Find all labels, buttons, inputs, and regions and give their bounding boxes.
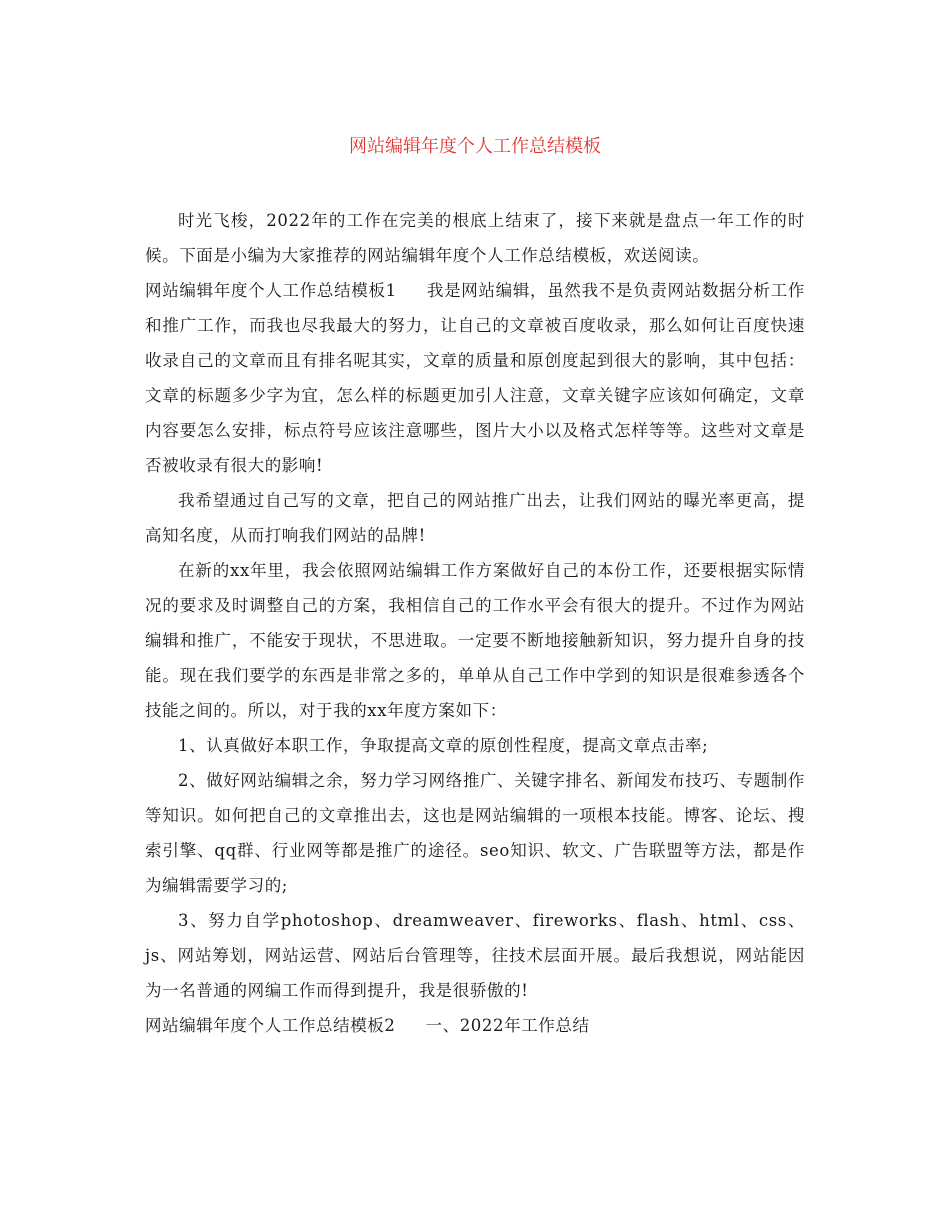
- document-title: 网站编辑年度个人工作总结模板: [349, 136, 601, 157]
- section-2-paragraph: [145, 1008, 805, 1043]
- section-2-subheading: 一、2022年工作总结: [425, 1016, 590, 1035]
- plan-list-item-2: 2、做好网站编辑之余，努力学习网络推广、关键字排名、新闻发布技巧、专题制作等知识。如何把自己的文章推出去，这也是网站编辑的一项根本技能。博客、论坛、搜索引擎、qq群、行业网等都是推广的途径。seo知识、软文、广告联盟等方法，都是作为编辑需要学习的;: [145, 771, 805, 895]
- document-body: [145, 203, 805, 1043]
- section-1-third-paragraph: 在新的xx年里，我会依照网站编辑工作方案做好自己的本份工作，还要根据实际情况的要求及时调整自己的方案，我相信自己的工作水平会有很大的提升。不过作为网站编辑和推广，不能安于现状，不思进取。一定要不断地接触新知识，努力提升自身的技能。现在我们要学的东西是非常之多的，单单从自己工作中学到的知识是很难参透各个技能之间的。所以，对于我的xx年度方案如下：: [145, 561, 805, 720]
- section-1-first-paragraph: 我是网站编辑，虽然我不是负责网站数据分析工作和推广工作，而我也尽我最大的努力，让自己的文章被百度收录，那么如何让百度快速收录自己的文章而且有排名呢其实，文章的质量和原创度起到很大的影响，其中包括：文章的标题多少字为宜，怎么样的标题更加引人注意，文章关键字应该如何确定，文章内容要怎么安排，标点符号应该注意哪些，图片大小以及格式怎样等等。这些对文章是否被收录有很大的影响!: [145, 281, 805, 475]
- plan-list-item-1: 1、认真做好本职工作，争取提高文章的原创性程度，提高文章点击率;: [178, 736, 709, 755]
- section-1-second-paragraph: 我希望通过自己写的文章，把自己的网站推广出去，让我们网站的曝光率更高，提高知名度，从而打响我们网站的品牌!: [145, 491, 805, 545]
- intro-paragraph: 时光飞梭，2022年的工作在完美的根底上结束了，接下来就是盘点一年工作的时候。下面是小编为大家推荐的网站编辑年度个人工作总结模板，欢送阅读。: [145, 211, 805, 265]
- section-1-paragraph: [145, 273, 805, 483]
- section-1-heading: 网站编辑年度个人工作总结模板1: [145, 281, 397, 300]
- plan-list-item-3: 3、努力自学photoshop、dreamweaver、fireworks、flash、html、css、js、网站筹划，网站运营、网站后台管理等，往技术层面开展。最后我想说，网站能因为一名普通的网编工作而得到提升，我是很骄傲的!: [145, 911, 805, 1000]
- section-2-heading: 网站编辑年度个人工作总结模板2: [145, 1016, 396, 1035]
